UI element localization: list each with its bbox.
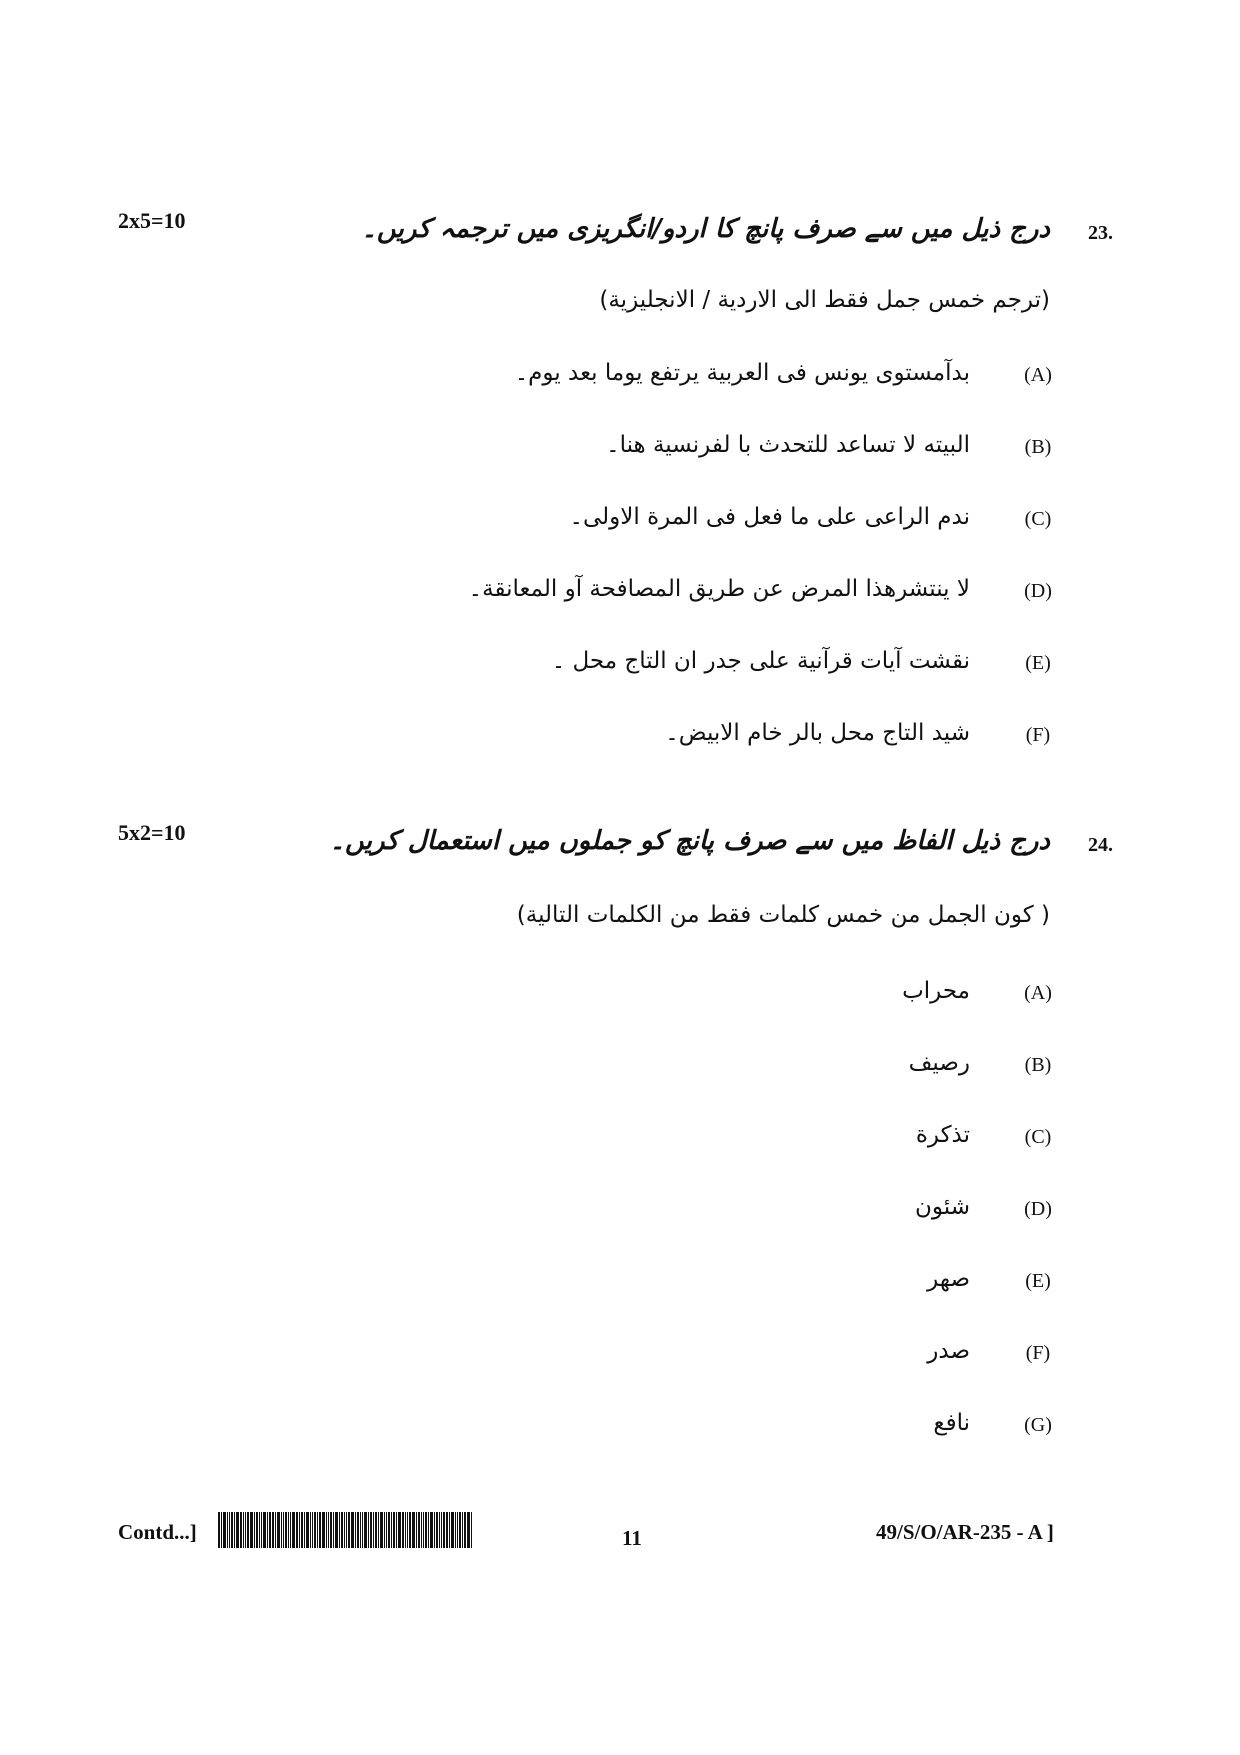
q23-item-text: شيد التاج محل بالر خام الابيض۔	[665, 720, 970, 746]
q24-item-text: تذكرة	[915, 1122, 970, 1148]
q23-marks: 2x5=10	[118, 208, 186, 233]
q24-item-label: (F)	[1025, 1342, 1051, 1364]
q23-item-label: (F)	[1025, 724, 1051, 746]
q23-item-label: (E)	[1025, 652, 1051, 674]
q23-item-label: (C)	[1024, 508, 1052, 530]
q24-item-text: صهر	[927, 1266, 970, 1292]
page-number: 11	[622, 1526, 642, 1550]
q23-item-text: البيته لا تساعد للتحدث با لفرنسية هنا۔	[606, 432, 970, 458]
q24-item-text: محراب	[902, 978, 970, 1004]
footer-contd: Contd...]	[118, 1520, 197, 1544]
q23-item-label: (D)	[1024, 580, 1052, 602]
q24-item-label: (E)	[1025, 1270, 1051, 1292]
q23-instruction: (ترجم خمس جمل فقط الى الاردية / الانجليزية)	[599, 287, 1050, 313]
q23-item-text: لا ينتشرهذا المرض عن طريق المصافحة آو المعانقة۔	[468, 576, 970, 602]
q23-item-text: بدآمستوى يونس فى العربية يرتفع يوما بعد يوم۔	[514, 360, 970, 386]
q24-item-label: (A)	[1024, 982, 1052, 1004]
barcode	[218, 1512, 558, 1548]
paper-code: 49/S/O/AR-235 - A ]	[876, 1520, 1054, 1544]
q23-item-label: (A)	[1024, 364, 1052, 386]
q24-heading: درج ذیل الفاظ میں سے صرف پانچ کو جملوں میں استعمال کریں۔	[329, 826, 1050, 856]
q23-item-text: نقشت آيات قرآنية على جدر ان التاج محل ۔	[551, 648, 970, 674]
q23-number: 23.	[1088, 222, 1113, 244]
q23-heading: درج ذیل میں سے صرف پانچ کا اردو/انگریزی میں ترجمہ کریں۔	[361, 214, 1050, 244]
q24-instruction: ( كون الجمل من خمس كلمات فقط من الكلمات التالية)	[516, 902, 1050, 928]
q24-number: 24.	[1088, 834, 1113, 856]
q24-item-text: رصيف	[908, 1050, 970, 1076]
q24-item-label: (D)	[1024, 1198, 1052, 1220]
q24-marks: 5x2=10	[118, 820, 186, 845]
q23-item-label: (B)	[1024, 436, 1052, 458]
q24-item-text: صدر	[927, 1338, 970, 1364]
q24-item-text: نافع	[933, 1410, 970, 1436]
q24-item-label: (B)	[1024, 1054, 1052, 1076]
q24-item-label: (G)	[1024, 1414, 1052, 1436]
q24-item-text: شئون	[915, 1194, 970, 1220]
q23-item-text: ندم الراعى على ما فعل فى المرة الاولى۔	[569, 504, 970, 530]
q24-item-label: (C)	[1024, 1126, 1052, 1148]
